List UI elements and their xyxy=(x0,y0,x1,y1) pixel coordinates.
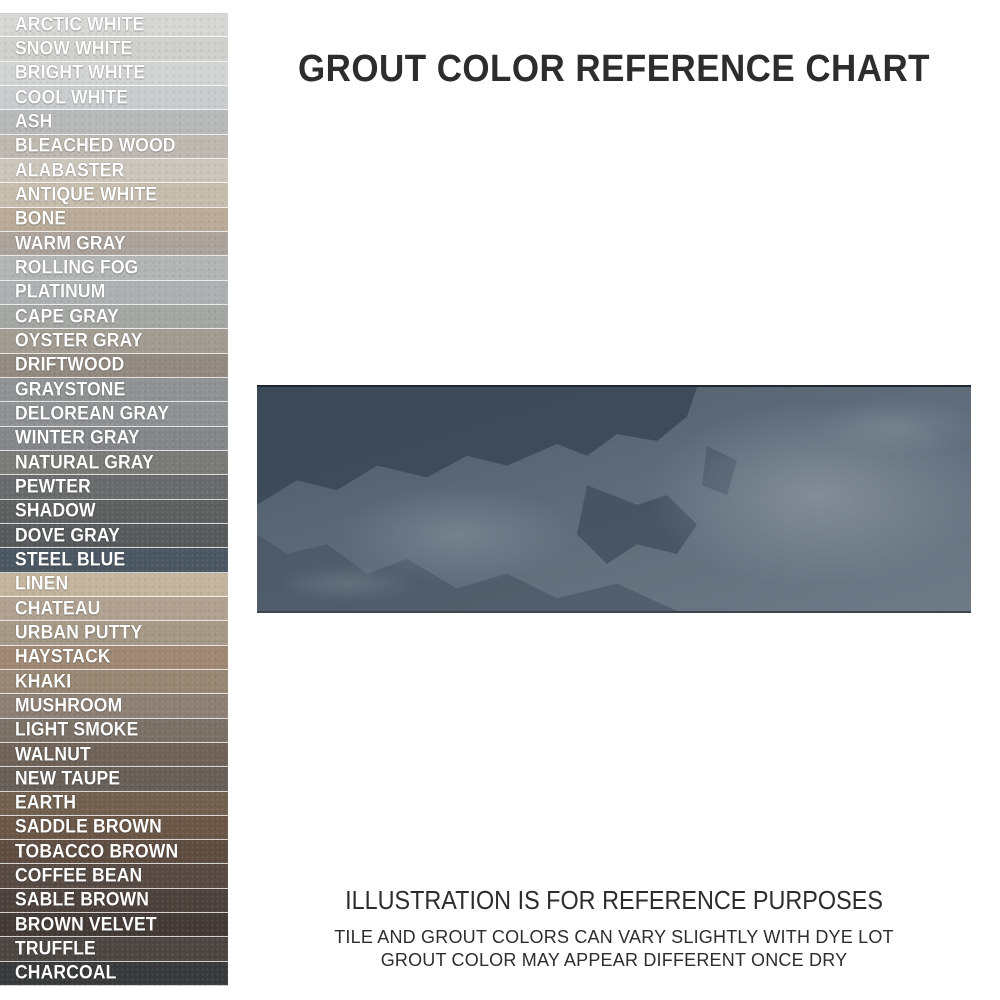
grout-swatch-label: WALNUT xyxy=(15,744,91,765)
grout-swatch-label: SADDLE BROWN xyxy=(15,816,162,838)
grout-swatch xyxy=(0,475,228,499)
grout-swatch xyxy=(0,378,228,402)
grout-swatch-label: NATURAL GRAY xyxy=(15,452,154,474)
grout-swatch xyxy=(0,135,228,159)
grout-swatch xyxy=(0,913,228,937)
grout-swatch-label: BLEACHED WOOD xyxy=(15,135,176,157)
grout-swatch-label: NEW TAUPE xyxy=(15,768,121,790)
grout-swatch-label: OYSTER GRAY xyxy=(15,330,143,352)
grout-swatch-label: PLATINUM xyxy=(15,281,106,303)
grout-swatch xyxy=(0,13,228,37)
grout-swatch xyxy=(0,524,228,548)
grout-swatch-label: KHAKI xyxy=(15,671,72,693)
grout-swatch-label: GRAYSTONE xyxy=(15,379,126,401)
grout-swatch-label: ANTIQUE WHITE xyxy=(15,184,158,206)
tile-sample-image xyxy=(257,385,971,613)
grout-swatch-label: STEEL BLUE xyxy=(15,549,126,571)
grout-swatch xyxy=(0,670,228,694)
grout-swatch xyxy=(0,37,228,61)
grout-swatch-label: MUSHROOM xyxy=(15,695,123,717)
notice-heading: ILLUSTRATION IS FOR REFERENCE PURPOSES xyxy=(345,885,883,915)
grout-swatch xyxy=(0,232,228,256)
grout-swatch xyxy=(0,159,228,183)
grout-swatch-label: BROWN VELVET xyxy=(15,914,157,936)
notice-line: TILE AND GROUT COLORS CAN VARY SLIGHTLY WITH DYE LOT xyxy=(334,927,894,947)
grout-swatch-label: ASH xyxy=(15,111,53,133)
grout-swatch-label: ARCTIC WHITE xyxy=(15,14,145,36)
grout-swatch-list xyxy=(0,13,228,986)
grout-swatch-label: TRUFFLE xyxy=(15,938,96,960)
grout-swatch-label: PEWTER xyxy=(15,476,91,498)
grout-swatch-label: DRIFTWOOD xyxy=(15,354,125,376)
grout-swatch xyxy=(0,329,228,353)
grout-swatch xyxy=(0,451,228,475)
grout-swatch xyxy=(0,694,228,718)
grout-swatch-label: CHATEAU xyxy=(15,598,101,620)
grout-swatch xyxy=(0,110,228,134)
grout-swatch xyxy=(0,548,228,572)
grout-swatch xyxy=(0,864,228,888)
grout-swatch xyxy=(0,597,228,621)
grout-swatch-label: BRIGHT WHITE xyxy=(15,62,146,84)
grout-swatch xyxy=(0,281,228,305)
grout-swatch-label: EARTH xyxy=(15,792,77,814)
grout-swatch-label: WARM GRAY xyxy=(15,233,126,255)
chart-title: GROUT COLOR REFERENCE CHART xyxy=(297,48,930,90)
grout-swatch-label: CAPE GRAY xyxy=(15,306,119,328)
notice-line: GROUT COLOR MAY APPEAR DIFFERENT ONCE DRY xyxy=(380,950,848,970)
grout-swatch xyxy=(0,792,228,816)
grout-swatch xyxy=(0,719,228,743)
grout-swatch xyxy=(0,889,228,913)
grout-swatch-label: COFFEE BEAN xyxy=(15,865,143,887)
grout-swatch xyxy=(0,816,228,840)
grout-swatch xyxy=(0,937,228,961)
grout-swatch-label: DOVE GRAY xyxy=(15,525,120,547)
grout-swatch-label: CHARCOAL xyxy=(15,962,117,984)
grout-swatch xyxy=(0,500,228,524)
grout-swatch xyxy=(0,183,228,207)
grout-swatch xyxy=(0,208,228,232)
grout-swatch xyxy=(0,646,228,670)
grout-swatch xyxy=(0,840,228,864)
grout-swatch-label: TOBACCO BROWN xyxy=(15,841,179,863)
grout-swatch-label: SHADOW xyxy=(15,500,96,522)
grout-swatch-label: SABLE BROWN xyxy=(15,889,150,911)
grout-swatch xyxy=(0,305,228,329)
tile-glare xyxy=(277,564,417,603)
grout-swatch-label: DELOREAN GRAY xyxy=(15,403,170,425)
grout-swatch-label: LIGHT SMOKE xyxy=(15,719,139,741)
tile-texture xyxy=(257,387,971,611)
grout-swatch xyxy=(0,621,228,645)
grout-swatch-label: ALABASTER xyxy=(15,160,125,182)
grout-swatch-label: ROLLING FOG xyxy=(15,257,139,279)
grout-swatch xyxy=(0,427,228,451)
grout-swatch xyxy=(0,962,228,986)
grout-swatch-label: WINTER GRAY xyxy=(15,427,140,449)
grout-swatch-label: SNOW WHITE xyxy=(15,38,133,60)
grout-swatch xyxy=(0,86,228,110)
grout-swatch-label: URBAN PUTTY xyxy=(15,622,143,644)
grout-swatch-label: HAYSTACK xyxy=(15,646,111,668)
grout-swatch xyxy=(0,354,228,378)
grout-swatch xyxy=(0,573,228,597)
grout-swatch xyxy=(0,743,228,767)
grout-swatch xyxy=(0,256,228,280)
grout-swatch-label: COOL WHITE xyxy=(15,87,129,109)
grout-swatch-label: LINEN xyxy=(15,573,69,595)
grout-swatch xyxy=(0,402,228,426)
tile-glare xyxy=(817,397,971,456)
grout-swatch-label: BONE xyxy=(15,208,67,230)
grout-swatch xyxy=(0,767,228,791)
grout-swatch xyxy=(0,62,228,86)
